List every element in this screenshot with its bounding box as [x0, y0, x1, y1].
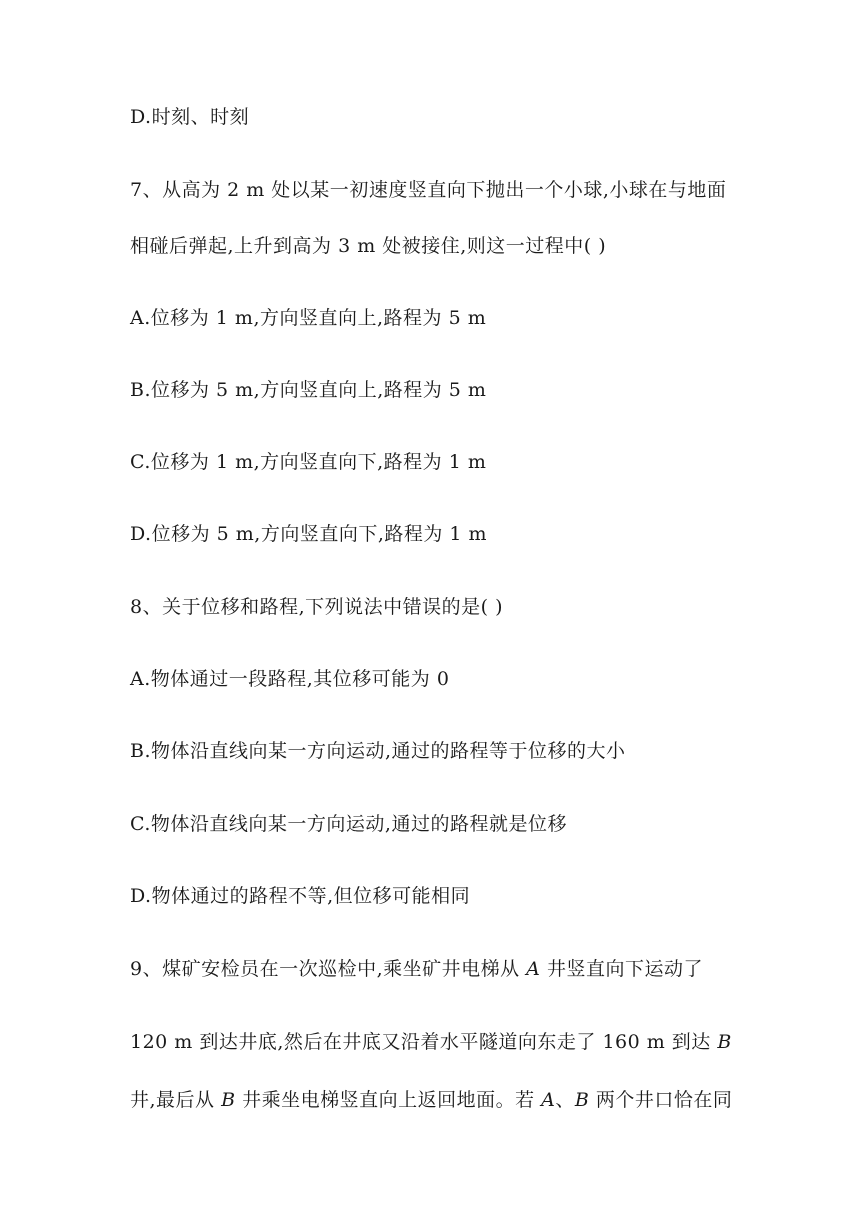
q7-option-d: D.位移为 5 m,方向竖直向下,路程为 1 m — [130, 523, 488, 545]
q7-option-b: B.位移为 5 m,方向竖直向上,路程为 5 m — [130, 379, 487, 401]
q6-option-d: D.时刻、时刻 — [130, 106, 250, 128]
q9-stem-line-3 — [130, 1088, 732, 1112]
q8-option-a: A.物体通过一段路程,其位移可能为 0 — [130, 668, 450, 690]
q9-text: 、 — [555, 1089, 575, 1111]
q7-option-a: A.位移为 1 m,方向竖直向上,路程为 5 m — [130, 307, 487, 329]
q9-variable: B — [717, 1031, 732, 1053]
q9-text: 9、煤矿安检员在一次巡检中,乘坐矿井电梯从 — [130, 958, 527, 980]
q9-text: 两个井口恰在同 — [589, 1089, 733, 1111]
q8-stem: 8、关于位移和路程,下列说法中错误的是( ) — [130, 596, 503, 618]
q9-text: 井乘坐电梯竖直向上返回地面。若 — [235, 1089, 542, 1111]
q9-text: 120 m 到达井底,然后在井底又沿着水平隧道向东走了 160 m 到达 — [130, 1031, 718, 1053]
q8-option-b: B.物体沿直线向某一方向运动,通过的路程等于位移的大小 — [130, 740, 626, 762]
q9-stem-line-1 — [130, 957, 703, 981]
q8-option-d: D.物体通过的路程不等,但位移可能相同 — [130, 885, 471, 907]
q7-stem-line-1: 7、从高为 2 m 处以某一初速度竖直向下抛出一个小球,小球在与地面 — [130, 179, 727, 201]
q9-variable: B — [221, 1089, 236, 1111]
q8-option-c: C.物体沿直线向某一方向运动,通过的路程就是位移 — [130, 813, 567, 835]
q9-text: 井,最后从 — [130, 1089, 222, 1111]
q9-variable: B — [574, 1089, 590, 1111]
q7-stem-line-2: 相碰后弹起,上升到高为 3 m 处被接住,则这一过程中( ) — [130, 235, 607, 257]
q7-option-c: C.位移为 1 m,方向竖直向下,路程为 1 m — [130, 451, 487, 473]
q9-variable: A — [526, 958, 541, 980]
q9-text: 井竖直向下运动了 — [540, 958, 703, 980]
q9-variable: A — [541, 1089, 556, 1111]
q9-stem-line-2 — [130, 1030, 732, 1054]
